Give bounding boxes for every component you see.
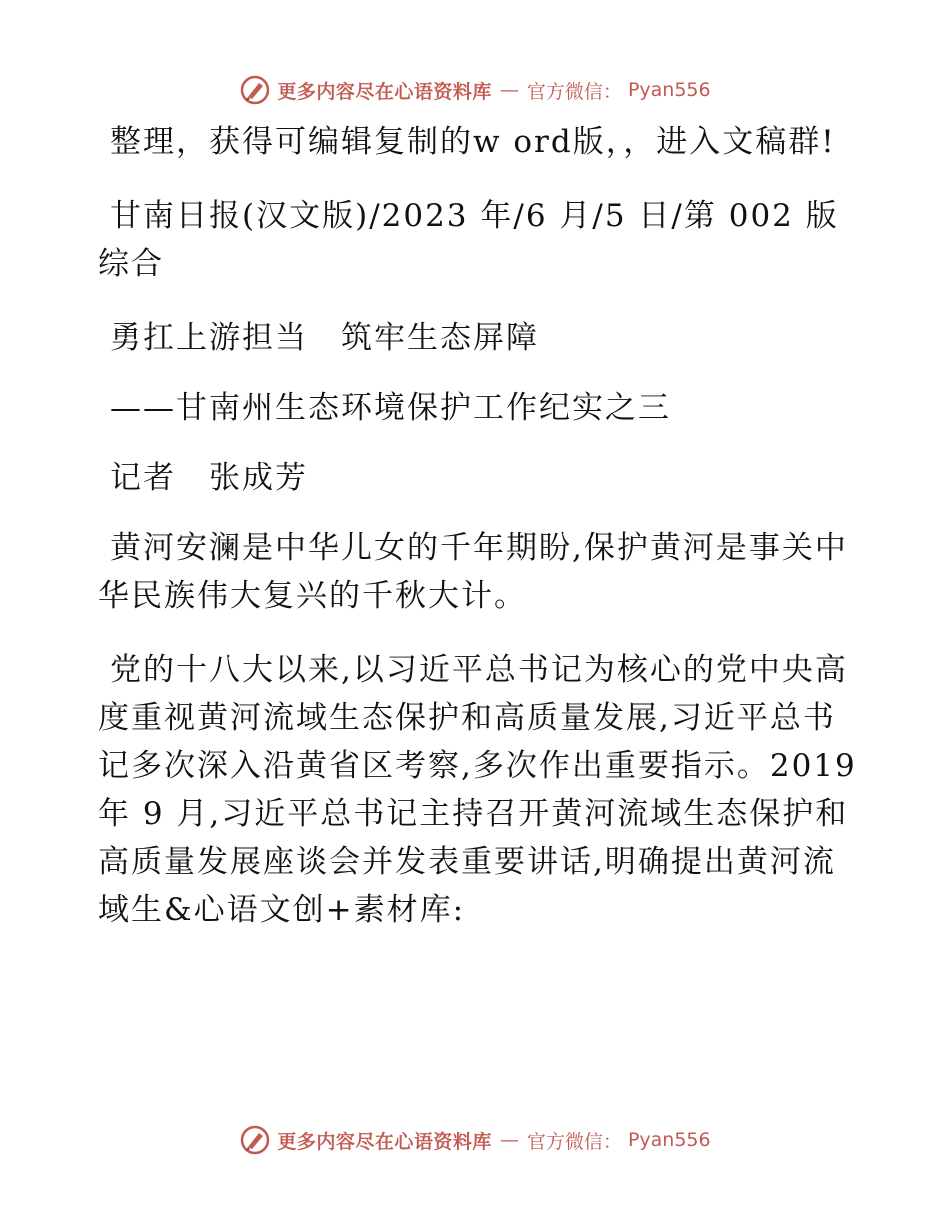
quill-logo-icon <box>239 74 271 106</box>
banner-wechat-label: 官方微信： <box>526 80 622 103</box>
article-title: 勇扛上游担当 筑牢生态屏障 <box>110 320 539 356</box>
banner-text: 更多内容尽在心语资料库 <box>277 1130 492 1153</box>
intro-paragraph: 整理，获得可编辑复制的w ord版，，进入文稿群! <box>110 124 836 160</box>
banner-text: 更多内容尽在心语资料库 <box>277 80 492 103</box>
header-watermark-banner <box>0 70 950 110</box>
footer-watermark-banner <box>0 1120 950 1160</box>
banner-wechat-id: Pyan556 <box>627 79 711 101</box>
banner-wechat-id: Pyan556 <box>627 1129 711 1151</box>
author-line: 记者 张成芳 <box>110 460 308 496</box>
quill-logo-icon <box>239 1124 271 1156</box>
document-body <box>98 118 858 960</box>
banner-dash: — <box>499 1129 519 1151</box>
body-paragraph: 党的十八大以来,以习近平总书记为核心的党中央高度重视黄河流域生态保护和高质量发展,习近平总书记多次深入沿黄省区考察,多次作出重要指示。2019 年 9 月,习近平总书记主持召开黄河流域生态保护和高质量发展座谈会并发表重要讲话,明确提出黄河流域生&心语文创+素材库: <box>98 652 857 928</box>
body-paragraph: 黄河安澜是中华儿女的千年期盼,保护黄河是事关中华民族伟大复兴的千秋大计。 <box>98 530 848 614</box>
banner-wechat-label: 官方微信： <box>526 1130 622 1153</box>
article-subtitle: ——甘南州生态环境保护工作纪实之三 <box>110 390 671 426</box>
source-line: 甘南日报(汉文版)/2023 年/6 月/5 日/第 002 版综合 <box>98 198 839 282</box>
banner-dash: — <box>499 79 519 101</box>
